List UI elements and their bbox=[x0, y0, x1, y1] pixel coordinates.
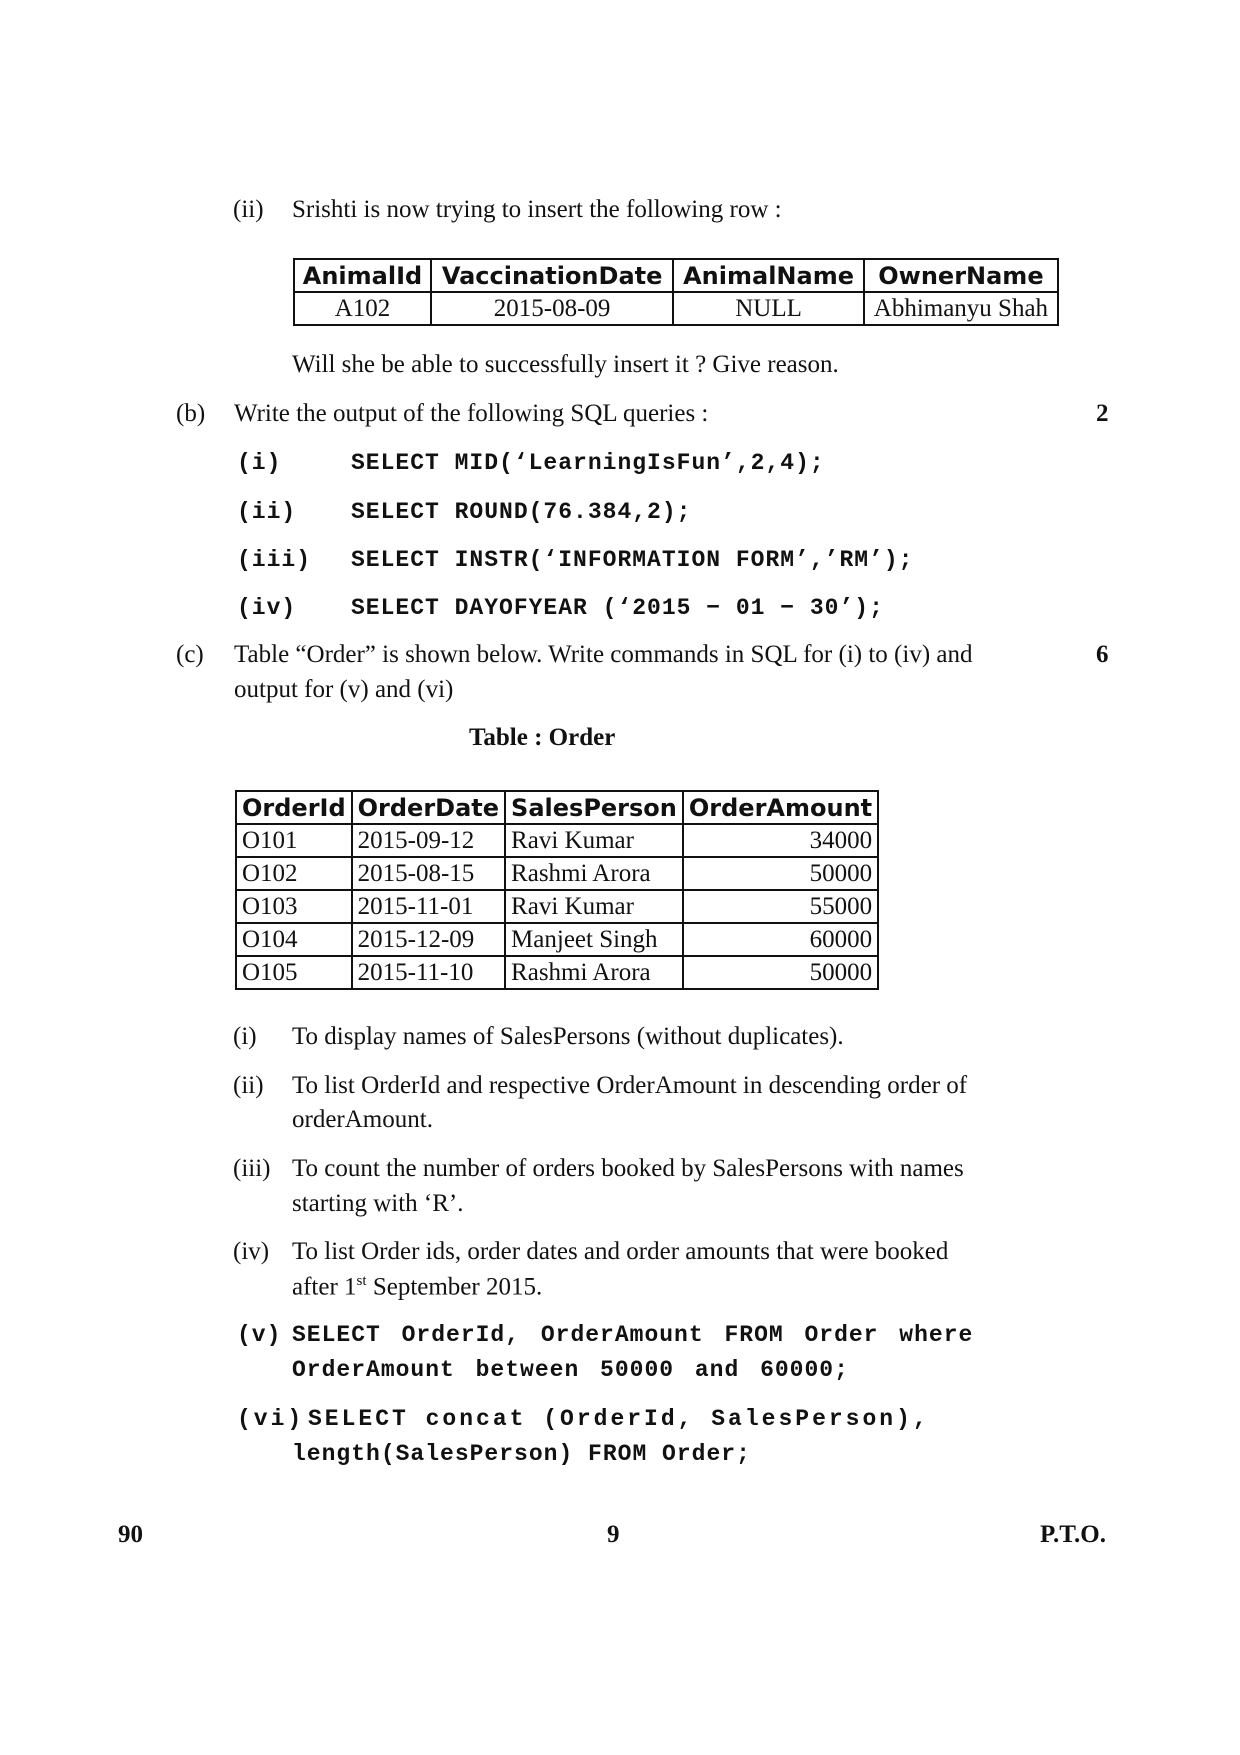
table-cell: Abhimanyu Shah bbox=[864, 292, 1058, 325]
sql-query: OrderAmount between 50000 and 60000; bbox=[292, 1357, 849, 1383]
paper-code: 90 bbox=[118, 1521, 143, 1548]
section-text: Write the output of the following SQL queries : bbox=[234, 400, 709, 427]
table-cell: 50000 bbox=[683, 956, 878, 989]
table-cell: 2015-11-01 bbox=[352, 890, 505, 923]
item-text: To count the number of orders booked by SalesPersons with names bbox=[292, 1155, 964, 1182]
table-row bbox=[236, 857, 878, 890]
table-cell: 2015-12-09 bbox=[352, 923, 505, 956]
section-label: (c) bbox=[176, 641, 204, 668]
table-cell: 2015-08-15 bbox=[352, 857, 505, 890]
table-cell: O101 bbox=[236, 824, 352, 857]
table-header: AnimalName bbox=[673, 259, 864, 292]
page-number: 9 bbox=[607, 1521, 620, 1548]
table-cell: Rashmi Arora bbox=[505, 857, 683, 890]
table-header: AnimalId bbox=[294, 259, 431, 292]
item-text: To display names of SalesPersons (without duplicates). bbox=[292, 1023, 844, 1050]
table-cell: 34000 bbox=[683, 824, 878, 857]
table-cell: 60000 bbox=[683, 923, 878, 956]
item-text: To list OrderId and respective OrderAmount in descending order of bbox=[292, 1072, 968, 1099]
table-header: OrderDate bbox=[352, 791, 505, 824]
item-number: (iv) bbox=[233, 1238, 270, 1265]
item-number: (i) bbox=[233, 1023, 257, 1050]
section-text: output for (v) and (vi) bbox=[234, 676, 454, 703]
query-number: (i) bbox=[237, 450, 282, 476]
item-number: (vi) bbox=[237, 1406, 305, 1432]
query-number: (iii) bbox=[237, 547, 312, 573]
table-row bbox=[236, 824, 878, 857]
table-header: SalesPerson bbox=[505, 791, 683, 824]
table-cell: O103 bbox=[236, 890, 352, 923]
table-row bbox=[236, 923, 878, 956]
table-cell: Ravi Kumar bbox=[505, 824, 683, 857]
table-cell: Rashmi Arora bbox=[505, 956, 683, 989]
section-label: (b) bbox=[176, 400, 206, 427]
table-cell: O102 bbox=[236, 857, 352, 890]
sql-query: length(SalesPerson) FROM Order; bbox=[292, 1441, 751, 1467]
query-number: (iv) bbox=[237, 595, 297, 621]
item-number: (v) bbox=[237, 1322, 282, 1348]
sql-query: SELECT MID(‘LearningIsFun’,2,4); bbox=[351, 450, 825, 476]
table-cell: O105 bbox=[236, 956, 352, 989]
item-number: (iii) bbox=[233, 1155, 271, 1182]
table-cell: 2015-09-12 bbox=[352, 824, 505, 857]
marks: 6 bbox=[1096, 641, 1109, 668]
table-title: Table : Order bbox=[469, 724, 616, 751]
table-cell: Manjeet Singh bbox=[505, 923, 683, 956]
item-text: starting with ‘R’. bbox=[292, 1190, 464, 1217]
table-header: OrderId bbox=[236, 791, 352, 824]
pto-label: P.T.O. bbox=[1040, 1521, 1106, 1548]
table-cell: 2015-11-10 bbox=[352, 956, 505, 989]
item-number: (ii) bbox=[233, 196, 264, 223]
item-number: (ii) bbox=[233, 1072, 264, 1099]
table-header: OrderAmount bbox=[683, 791, 878, 824]
sql-query: SELECT OrderId, OrderAmount FROM Order where bbox=[292, 1322, 974, 1348]
table-cell: A102 bbox=[294, 292, 431, 325]
table-row bbox=[236, 956, 878, 989]
table-header: OwnerName bbox=[864, 259, 1058, 292]
item-text: after 1st September 2015. bbox=[292, 1273, 543, 1301]
item-text: To list Order ids, order dates and order amounts that were booked bbox=[292, 1238, 949, 1265]
table-row bbox=[236, 890, 878, 923]
question-text: Will she be able to successfully insert it ? Give reason. bbox=[292, 351, 839, 378]
sql-query: SELECT INSTR(‘INFORMATION FORM’,’RM’); bbox=[351, 547, 914, 573]
table-cell: NULL bbox=[673, 292, 864, 325]
animal-table bbox=[293, 258, 1059, 326]
sql-query: SELECT concat (OrderId, SalesPerson), bbox=[308, 1406, 930, 1432]
table-cell: 50000 bbox=[683, 857, 878, 890]
question-text: Srishti is now trying to insert the following row : bbox=[292, 196, 782, 223]
item-text: orderAmount. bbox=[292, 1106, 433, 1133]
table-cell: Ravi Kumar bbox=[505, 890, 683, 923]
marks: 2 bbox=[1096, 400, 1109, 427]
table-cell: O104 bbox=[236, 923, 352, 956]
table-cell: 2015-08-09 bbox=[431, 292, 673, 325]
section-text: Table “Order” is shown below. Write commands in SQL for (i) to (iv) and bbox=[234, 641, 973, 668]
query-number: (ii) bbox=[237, 499, 297, 525]
order-table bbox=[235, 790, 879, 990]
table-header: VaccinationDate bbox=[431, 259, 673, 292]
sql-query: SELECT DAYOFYEAR (‘2015 − 01 − 30’); bbox=[351, 595, 884, 621]
sql-query: SELECT ROUND(76.384,2); bbox=[351, 499, 692, 525]
table-cell: 55000 bbox=[683, 890, 878, 923]
